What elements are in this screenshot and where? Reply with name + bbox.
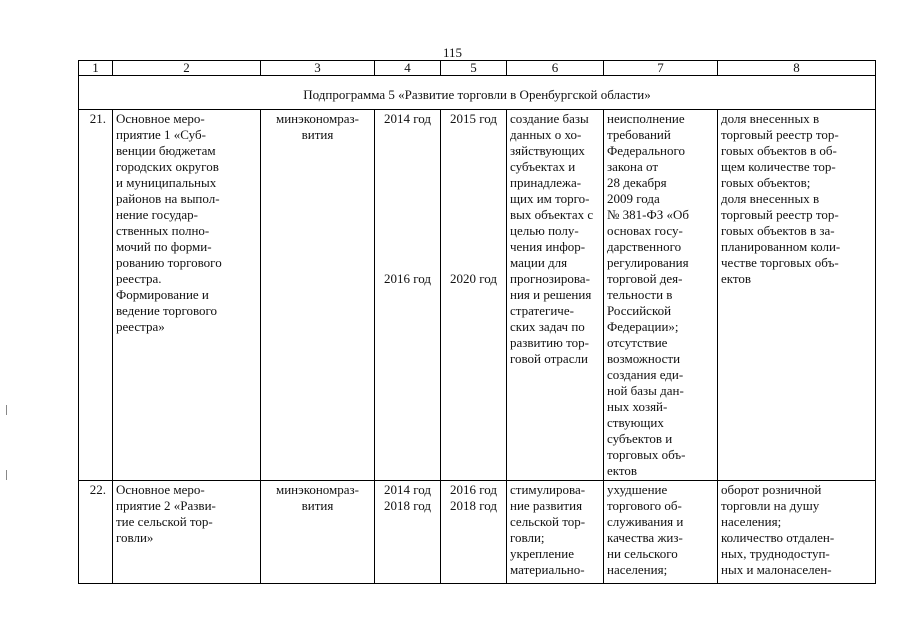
- column-header: 4: [375, 61, 441, 76]
- start-year: 2014 год: [384, 482, 431, 497]
- indicators: доля внесенных в торговый реестр тор- говых объектов в об- щем количестве тор- говых объектов; доля внесенных в торговый реестр тор- говых объектов в за- планированном коли- честве торговых объ- ектов: [718, 110, 876, 481]
- subprogram-title: Подпрограмма 5 «Развитие торговли в Оренбургской области»: [79, 76, 876, 110]
- end-year: 2016 год: [450, 482, 497, 497]
- table-row: [79, 481, 876, 584]
- column-number-row: [79, 61, 876, 76]
- page-number: 115: [442, 45, 463, 60]
- start-year: 2016 год: [384, 271, 431, 286]
- consequences: ухудшение торгового об- служивания и качества жиз- ни сельского населения;: [604, 481, 718, 584]
- activity-name: Основное меро- приятие 2 «Разви- тие сельской тор- говли»: [113, 481, 261, 584]
- end-year: 2020 год: [450, 271, 497, 286]
- scan-artifact: [6, 470, 7, 480]
- start-year: 2014 год: [384, 111, 431, 126]
- executor: минэкономраз- вития: [261, 110, 375, 481]
- activity-name: Основное меро- приятие 1 «Суб- венции бюджетам городских округов и муниципальных районов на выпол- нение государ- ственных полно- мочий по форми- рованию торгового реестра. Формирование и ведение торгового реестра»: [113, 110, 261, 481]
- executor: минэкономраз- вития: [261, 481, 375, 584]
- column-header: 5: [441, 61, 507, 76]
- start-year: 2018 год: [384, 498, 431, 513]
- end-years: [441, 110, 507, 481]
- table-row: [79, 110, 876, 481]
- end-year: 2018 год: [450, 498, 497, 513]
- subprogram-row: [79, 76, 876, 110]
- column-header: 3: [261, 61, 375, 76]
- activities-table: [78, 60, 876, 584]
- end-years: [441, 481, 507, 584]
- indicators: оборот розничной торговли на душу населения; количество отдален- ных, труднодоступ- ных и малонаселен-: [718, 481, 876, 584]
- end-year: 2015 год: [450, 111, 497, 126]
- start-years: [375, 481, 441, 584]
- scan-artifact: [6, 405, 7, 415]
- column-header: 8: [718, 61, 876, 76]
- expected-result: создание базы данных о хо- зяйствующих субъектах и принадлежа- щих им торго- вых объектах с целью полу- чения инфор- мации для прогнозирова- ния и решения стратегиче- ских задач по развитию тор- говой отрасли: [507, 110, 604, 481]
- start-years: [375, 110, 441, 481]
- column-header: 7: [604, 61, 718, 76]
- row-number: 22.: [79, 481, 113, 584]
- row-number: 21.: [79, 110, 113, 481]
- column-header: 2: [113, 61, 261, 76]
- expected-result: стимулирова- ние развития сельской тор- говли; укрепление материально-: [507, 481, 604, 584]
- column-header: 6: [507, 61, 604, 76]
- column-header: 1: [79, 61, 113, 76]
- consequences: неисполнение требований Федерального закона от 28 декабря 2009 года № 381-ФЗ «Об основах госу- дарственного регулирования торговой дея- тельности в Российской Федерации»; отсутствие возможности создания еди- ной базы дан- ных хозяй- ствующих субъектов и торговых объ- ектов: [604, 110, 718, 481]
